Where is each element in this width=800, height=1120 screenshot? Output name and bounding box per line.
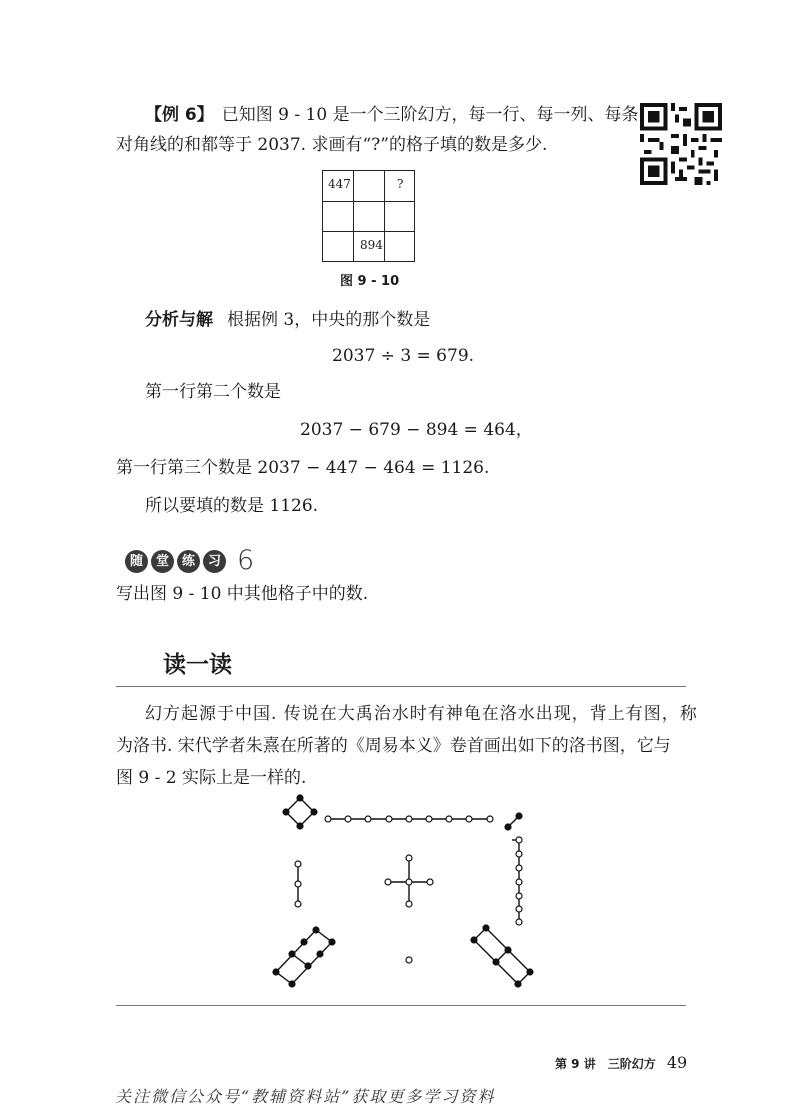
analysis-line-2: 第一行第二个数是 xyxy=(145,382,281,402)
reading-line-2: 为洛书. 宋代学者朱熹在所著的《周易本义》卷首画出如下的洛书图，它与 xyxy=(116,736,671,756)
luoshu-diagram xyxy=(260,792,550,992)
equation-2: 2037 − 679 − 894 = 464， xyxy=(300,420,533,440)
practice-badge-4: 习 xyxy=(203,550,226,573)
analysis-line-1 xyxy=(145,308,430,332)
qr-code-icon xyxy=(640,103,722,185)
grid-cell-r1c3: ? xyxy=(397,177,404,191)
footer-promo-note: 关注微信公众号“教辅资料站”获取更多学习资料 xyxy=(115,1087,496,1106)
section-divider-bottom xyxy=(116,1005,686,1006)
analysis-label: 分析与解 xyxy=(145,310,213,330)
analysis-intro: 根据例 3，中央的那个数是 xyxy=(227,310,431,330)
figure-caption: 图 9 - 10 xyxy=(340,274,400,289)
page-number: 49 xyxy=(666,1053,688,1072)
analysis-line-4: 所以要填的数是 1126. xyxy=(145,496,319,516)
reading-title: 读一读 xyxy=(163,652,232,678)
equation-1: 2037 ÷ 3 = 679. xyxy=(332,346,475,366)
chapter-label: 第 9 讲 三阶幻方 xyxy=(555,1057,656,1071)
grid-cell-r3c2: 894 xyxy=(360,238,383,252)
reading-line-1: 幻方起源于中国. 传说在大禹治水时有神龟在洛水出现，背上有图，称 xyxy=(145,704,698,724)
reading-line-3: 图 9 - 2 实际上是一样的. xyxy=(116,768,307,788)
practice-heading xyxy=(125,545,255,576)
grid-cell-r1c1: 447 xyxy=(328,177,351,191)
practice-text: 写出图 9 - 10 中其他格子中的数. xyxy=(116,584,369,604)
practice-badge-1: 随 xyxy=(125,550,148,573)
practice-number: 6 xyxy=(237,545,255,576)
page-footer xyxy=(555,1053,687,1072)
section-divider-top xyxy=(116,686,686,687)
analysis-line-3: 第一行第三个数是 2037 − 447 − 464 = 1126. xyxy=(116,458,490,478)
magic-square-grid xyxy=(322,170,415,262)
practice-badge-2: 堂 xyxy=(151,550,174,573)
example-line-1 xyxy=(145,103,639,127)
example-text-1: 已知图 9 - 10 是一个三阶幻方，每一行、每一列、每条 xyxy=(221,105,639,125)
example-tag: 【例 6】 xyxy=(145,105,214,125)
practice-badge-3: 练 xyxy=(177,550,200,573)
example-line-2: 对角线的和都等于 2037. 求画有“?”的格子填的数是多少. xyxy=(116,135,548,155)
